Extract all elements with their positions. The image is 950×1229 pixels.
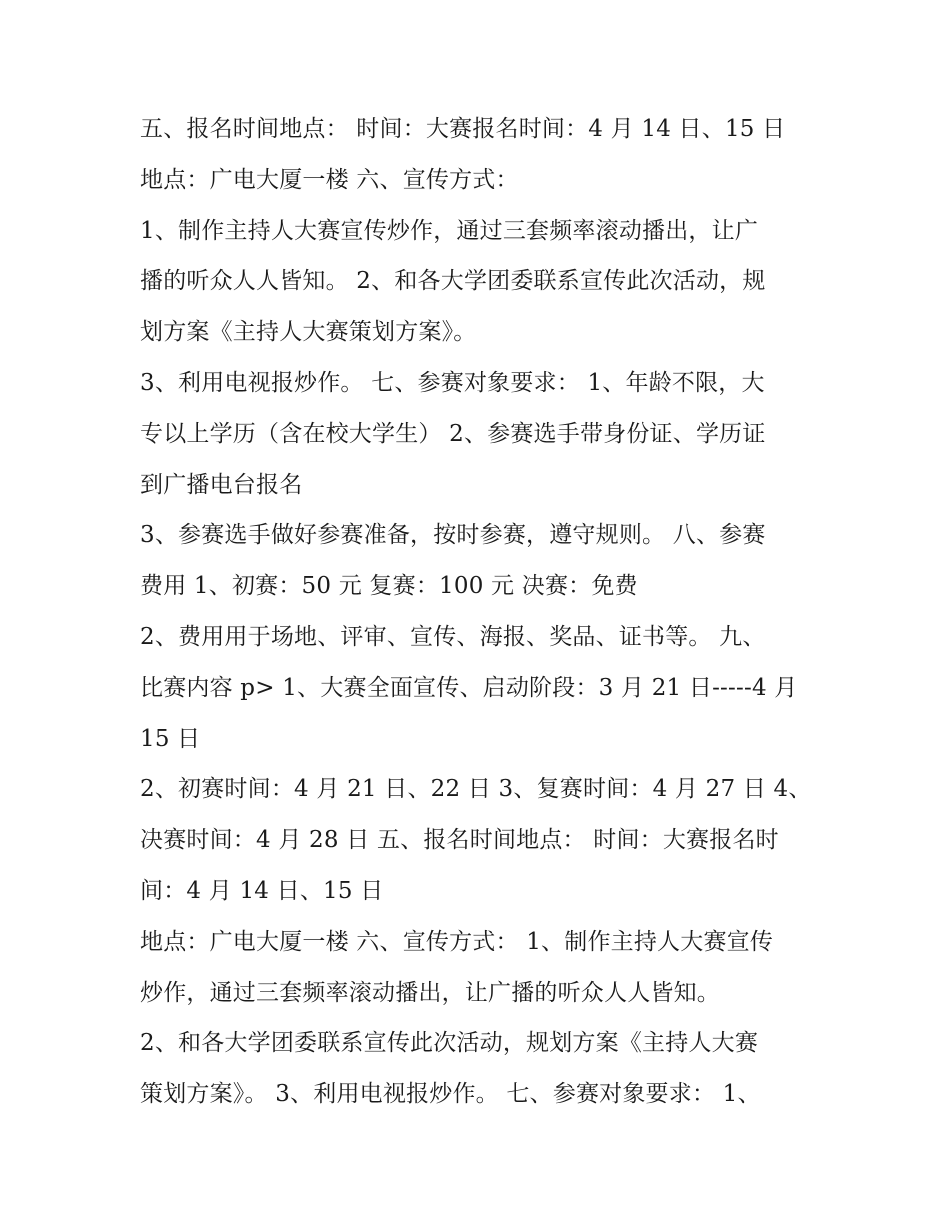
text-line: 播的听众人人皆知。 2、和各大学团委联系宣传此次活动，规 xyxy=(140,268,766,295)
text-line: 3、利用电视报炒作。 七、参赛对象要求： 1、年龄不限，大 xyxy=(140,369,765,396)
text-line: 到广播电台报名 xyxy=(140,471,303,498)
text-line: 地点：广电大厦一楼 六、宣传方式： xyxy=(140,166,519,193)
text-line: 五、报名时间地点： 时间：大赛报名时间：4 月 14 日、15 日 xyxy=(140,116,786,142)
text-line: 决赛时间：4 月 28 日 五、报名时间地点： 时间：大赛报名时 xyxy=(140,827,779,854)
text-line: 费用 1、初赛：50 元 复赛：100 元 决赛：免费 xyxy=(140,573,638,600)
text-line: 划方案《主持人大赛策划方案》。 xyxy=(140,319,477,346)
text-line: 专以上学历（含在校大学生） 2、参赛选手带身份证、学历证 xyxy=(140,420,766,447)
text-line: 间：4 月 14 日、15 日 xyxy=(140,877,384,904)
text-line: 地点：广电大厦一楼 六、宣传方式： 1、制作主持人大赛宣传 xyxy=(140,928,774,955)
text-line: 2、和各大学团委联系宣传此次活动，规划方案《主持人大赛 xyxy=(140,1030,759,1057)
text-line: 策划方案》。 3、利用电视报炒作。 七、参赛对象要求： 1、 xyxy=(140,1081,761,1108)
text-line: 1、制作主持人大赛宣传炒作，通过三套频率滚动播出，让广 xyxy=(140,217,759,244)
text-line: 2、初赛时间：4 月 21 日、22 日 3、复赛时间：4 月 27 日 4、 xyxy=(140,776,812,803)
document-body xyxy=(140,104,820,1120)
text-line: 炒作，通过三套频率滚动播出，让广播的听众人人皆知。 xyxy=(140,979,720,1006)
text-line: 比赛内容 p> 1、大赛全面宣传、启动阶段：3 月 21 日-----4 月 xyxy=(140,674,798,701)
text-line: 2、费用用于场地、评审、宣传、海报、奖品、证书等。 九、 xyxy=(140,623,766,650)
text-line: 3、参赛选手做好参赛准备，按时参赛，遵守规则。 八、参赛 xyxy=(140,522,766,549)
text-line: 15 日 xyxy=(140,725,201,752)
